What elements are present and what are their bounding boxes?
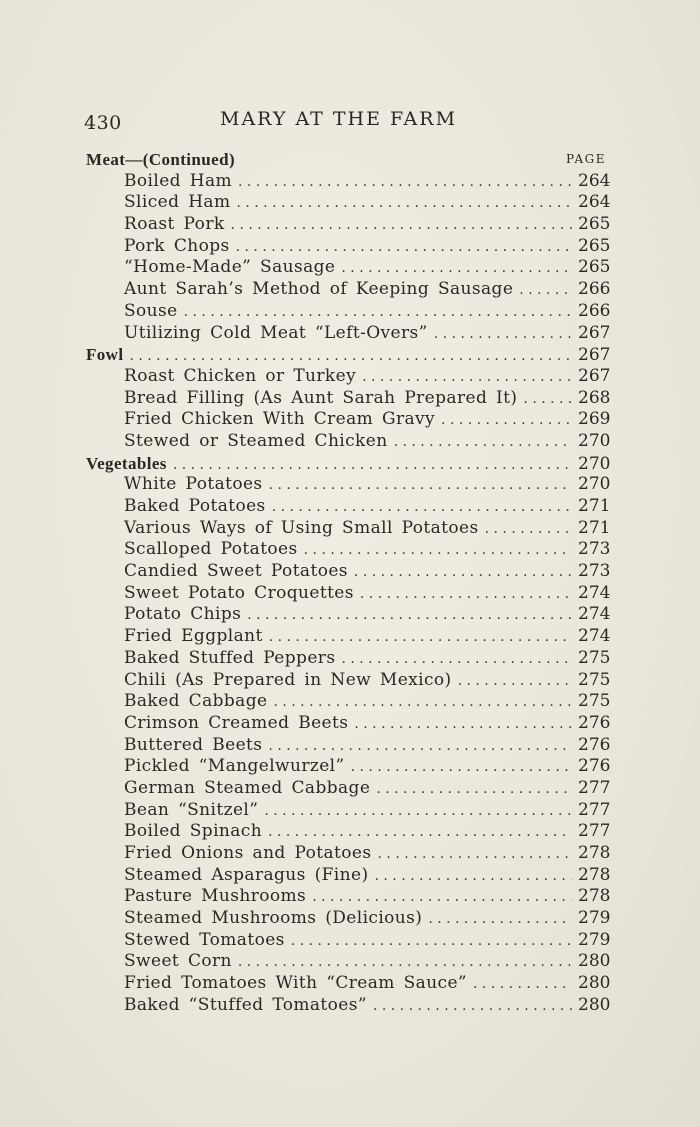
leader-dots [458, 671, 572, 693]
toc-entry-label: Pork Chops [124, 235, 230, 256]
toc-entry [86, 843, 611, 865]
toc-entry-label: Various Ways of Using Small Potatoes [124, 517, 479, 538]
toc-entry-page: 264 [578, 170, 611, 191]
toc-entry-label: Bread Filling (As Aunt Sarah Prepared It) [124, 387, 518, 408]
toc-entry [86, 517, 611, 540]
leader-dots [341, 258, 572, 280]
toc-entry-page: 278 [578, 864, 611, 885]
table-of-contents [86, 149, 611, 1017]
toc-entry-label: Utilizing Cold Meat “Left-Overs” [124, 322, 428, 343]
toc-entry [86, 973, 611, 995]
toc-entry-label: Bean “Snitzel” [124, 799, 259, 820]
toc-entry [86, 170, 611, 193]
leader-dots [394, 432, 572, 454]
toc-list [86, 149, 611, 1017]
toc-entry-label: White Potatoes [124, 474, 263, 495]
toc-entry-page: 279 [578, 929, 611, 950]
leader-dots [173, 455, 572, 477]
toc-entry-page: 267 [578, 365, 611, 386]
toc-entry-page: 278 [578, 843, 611, 863]
toc-entry-page: 277 [578, 799, 611, 820]
leader-dots [236, 193, 572, 215]
leader-dots [375, 866, 573, 888]
toc-entry-label: Candied Sweet Potatoes [124, 561, 348, 582]
toc-entry-label: German Steamed Cabbage [124, 777, 371, 798]
toc-entry [86, 300, 611, 323]
toc-entry [86, 365, 611, 388]
toc-entry-label: Souse [124, 300, 178, 321]
toc-entry [86, 474, 611, 496]
toc-entry-page: 274 [578, 604, 611, 625]
toc-entry [86, 951, 611, 973]
leader-dots [519, 280, 572, 302]
toc-entry [86, 214, 611, 236]
toc-entry-page: 275 [578, 691, 611, 712]
toc-entry-page: 270 [578, 474, 611, 495]
toc-entry [86, 561, 611, 583]
page-header [84, 108, 604, 136]
toc-entry [86, 235, 611, 258]
toc-entry-page: 276 [578, 712, 611, 733]
toc-entry-label: Baked Stuffed Peppers [124, 647, 336, 668]
toc-entry-label: Scalloped Potatoes [124, 539, 298, 560]
toc-entry [86, 864, 611, 887]
toc-entry-page: 275 [578, 669, 611, 690]
toc-entry-page: 273 [578, 561, 611, 582]
leader-dots [304, 540, 572, 562]
toc-section-heading [86, 149, 606, 171]
leader-dots [362, 367, 572, 389]
toc-entry-page: 266 [578, 300, 611, 321]
toc-entry-page: 273 [578, 539, 611, 560]
leader-dots [231, 215, 572, 237]
toc-entry-page: 267 [578, 322, 611, 343]
leader-dots [247, 605, 572, 627]
toc-entry [86, 691, 611, 713]
toc-entry-page: 279 [578, 908, 611, 929]
leader-dots [269, 627, 572, 649]
toc-entry-label: Boiled Ham [124, 170, 233, 191]
toc-entry-page: 271 [578, 496, 611, 516]
toc-entry-page: 268 [578, 387, 611, 408]
toc-entry-label: Chili (As Prepared in New Mexico) [124, 669, 452, 690]
toc-entry-label: Roast Chicken or Turkey [124, 365, 357, 386]
toc-entry-label: Meat—(Continued) [86, 150, 235, 169]
toc-entry [86, 582, 611, 605]
leader-dots [441, 410, 572, 432]
toc-entry-label: Pasture Mushrooms [124, 886, 307, 907]
toc-entry [86, 712, 611, 735]
leader-dots [272, 497, 572, 519]
toc-entry-label: Steamed Asparagus (Fine) [124, 864, 369, 885]
leader-dots [378, 844, 572, 866]
toc-entry [86, 257, 611, 279]
toc-entry [86, 387, 611, 410]
page-column-label: PAGE [566, 152, 606, 166]
toc-entry [86, 669, 611, 692]
toc-entry-page: 278 [578, 886, 611, 907]
leader-dots [434, 324, 572, 346]
toc-entry-page: 275 [578, 647, 611, 668]
toc-entry-label: Fried Tomatoes With “Cream Sauce” [124, 973, 468, 994]
toc-entry [86, 192, 611, 214]
leader-dots [238, 172, 572, 194]
toc-entry [86, 539, 611, 561]
leader-dots [354, 714, 572, 736]
toc-entry [86, 799, 611, 822]
toc-entry-page: 277 [578, 777, 611, 798]
toc-entry [86, 496, 611, 518]
toc-entry [86, 279, 611, 301]
toc-entry-page: 270 [578, 430, 611, 451]
leader-dots [341, 649, 572, 671]
toc-entry [86, 409, 611, 431]
toc-entry-page: 277 [578, 821, 611, 842]
leader-dots [373, 996, 572, 1018]
toc-entry-label: Fried Chicken With Cream Gravy [124, 409, 436, 430]
leader-dots [291, 931, 572, 953]
toc-entry-label: Sweet Corn [124, 951, 232, 972]
toc-entry-label: Stewed or Steamed Chicken [124, 430, 388, 451]
leader-dots [268, 822, 572, 844]
toc-entry-page: 264 [578, 192, 611, 213]
toc-entry-label: Aunt Sarah’s Method of Keeping Sausage [124, 279, 514, 300]
toc-entry [86, 994, 611, 1017]
leader-dots [376, 779, 572, 801]
toc-entry [86, 929, 611, 952]
toc-entry-label: Fried Eggplant [124, 626, 263, 647]
toc-entry-page: 274 [578, 582, 611, 603]
leader-dots [428, 909, 572, 931]
toc-entry [86, 756, 611, 778]
leader-dots [312, 887, 572, 909]
toc-entry-label: Baked “Stuffed Tomatoes” [124, 994, 367, 1015]
leader-dots [360, 584, 572, 606]
toc-entry-page: 265 [578, 235, 611, 256]
toc-entry-label: Baked Potatoes [124, 496, 266, 516]
leader-dots [268, 736, 572, 758]
toc-entry [86, 430, 611, 453]
toc-entry-label: Fried Onions and Potatoes [124, 843, 372, 863]
toc-entry-label: Potato Chips [124, 604, 242, 625]
toc-entry [86, 886, 611, 908]
toc-entry-label: Baked Cabbage [124, 691, 268, 712]
toc-entry-page: 276 [578, 734, 611, 755]
toc-entry-label: Fowl [86, 345, 124, 365]
toc-entry-page: 270 [578, 453, 611, 474]
leader-dots [523, 389, 572, 411]
toc-entry-label: Crimson Creamed Beets [124, 712, 349, 733]
toc-entry-label: Vegetables [86, 453, 167, 473]
toc-entry-page: 265 [578, 214, 611, 235]
leader-dots [351, 757, 572, 779]
running-title: MARY AT THE FARM [220, 108, 458, 130]
toc-entry [86, 777, 611, 800]
toc-entry-page: 265 [578, 257, 611, 278]
toc-entry [86, 821, 611, 843]
toc-entry [86, 626, 611, 648]
toc-entry-label: Pickled “Mangelwurzel” [124, 756, 345, 777]
toc-entry-label: Boiled Spinach [124, 821, 263, 842]
page-number: 430 [84, 112, 122, 134]
leader-dots [238, 952, 572, 974]
toc-entry-label: Stewed Tomatoes [124, 929, 285, 950]
toc-entry [86, 908, 611, 930]
toc-entry-label: Buttered Beets [124, 734, 263, 755]
leader-dots [184, 302, 572, 324]
leader-dots [236, 237, 572, 259]
toc-section-heading [86, 453, 611, 475]
toc-entry-label: Steamed Mushrooms (Delicious) [124, 908, 423, 929]
toc-section-heading [86, 344, 611, 366]
leader-dots [354, 562, 572, 584]
toc-entry-page: 276 [578, 756, 611, 777]
toc-entry-label: Roast Pork [124, 214, 225, 235]
toc-entry-page: 280 [578, 973, 611, 994]
toc-entry-page: 271 [578, 517, 611, 538]
toc-entry-label: “Home-Made” Sausage [124, 257, 336, 278]
toc-entry-page: 269 [578, 409, 611, 430]
toc-entry [86, 604, 611, 626]
toc-entry-page: 280 [578, 994, 611, 1015]
toc-entry [86, 647, 611, 670]
toc-entry-page: 267 [578, 345, 611, 366]
toc-entry-page: 280 [578, 951, 611, 972]
leader-dots [269, 475, 572, 497]
toc-entry-page: 274 [578, 626, 611, 647]
toc-entry [86, 322, 611, 345]
toc-entry-label: Sliced Ham [124, 192, 231, 213]
leader-dots [129, 346, 572, 368]
leader-dots [273, 692, 572, 714]
leader-dots [264, 801, 572, 823]
leader-dots [485, 519, 572, 541]
toc-entry-label: Sweet Potato Croquettes [124, 582, 354, 603]
toc-entry-page: 266 [578, 279, 611, 300]
toc-entry [86, 734, 611, 757]
leader-dots [473, 974, 572, 996]
